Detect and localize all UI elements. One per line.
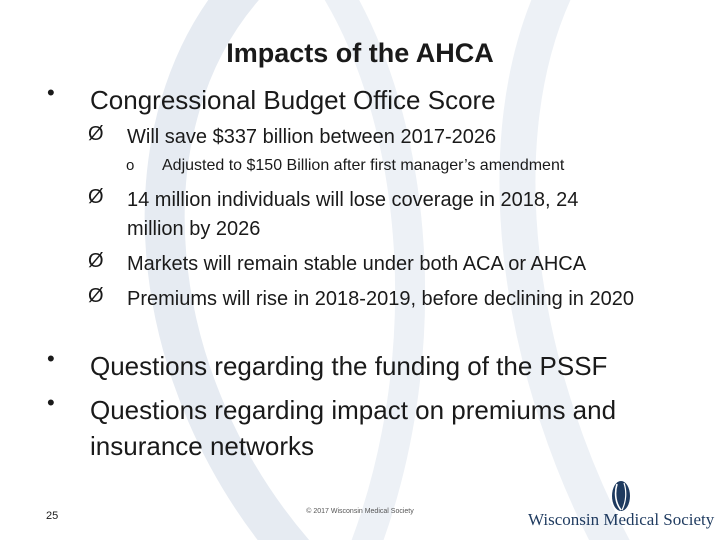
society-logo (528, 480, 713, 532)
page-number: 25 (46, 510, 59, 522)
subbullet-text: Premiums will rise in 2018-2019, before declining in 2020 (127, 288, 634, 310)
logo-emblem-icon (610, 480, 632, 512)
logo-text: Wisconsin Medical Society (528, 510, 715, 529)
subbullet-text: 14 million individuals will lose coverage in 2018, 24 million by 2026 (127, 189, 579, 240)
arrow-bullet-icon: Ø (88, 123, 104, 145)
arrow-bullet-icon: Ø (88, 186, 104, 208)
bullet-text: Questions regarding the funding of the PSSF (90, 351, 608, 381)
bullet-text: Questions regarding impact on premiums and insurance networks (90, 395, 617, 461)
bullet-marker: • (47, 346, 55, 371)
bullet-marker: • (47, 390, 55, 415)
arrow-bullet-icon: Ø (88, 285, 104, 307)
circle-bullet-icon: o (126, 157, 135, 174)
subbullet-text: Will save $337 billion between 2017-2026 (127, 126, 497, 148)
bullet-text: Congressional Budget Office Score (90, 85, 496, 115)
subsub-bullet-text: Adjusted to $150 Billion after first manager’s amendment (162, 157, 565, 174)
subbullet-text: Markets will remain stable under both ACA or AHCA (127, 253, 587, 275)
copyright-text: © 2017 Wisconsin Medical Society (306, 508, 414, 515)
arrow-bullet-icon: Ø (88, 250, 104, 272)
slide-title: Impacts of the AHCA (226, 38, 494, 68)
bullet-marker: • (47, 80, 55, 105)
